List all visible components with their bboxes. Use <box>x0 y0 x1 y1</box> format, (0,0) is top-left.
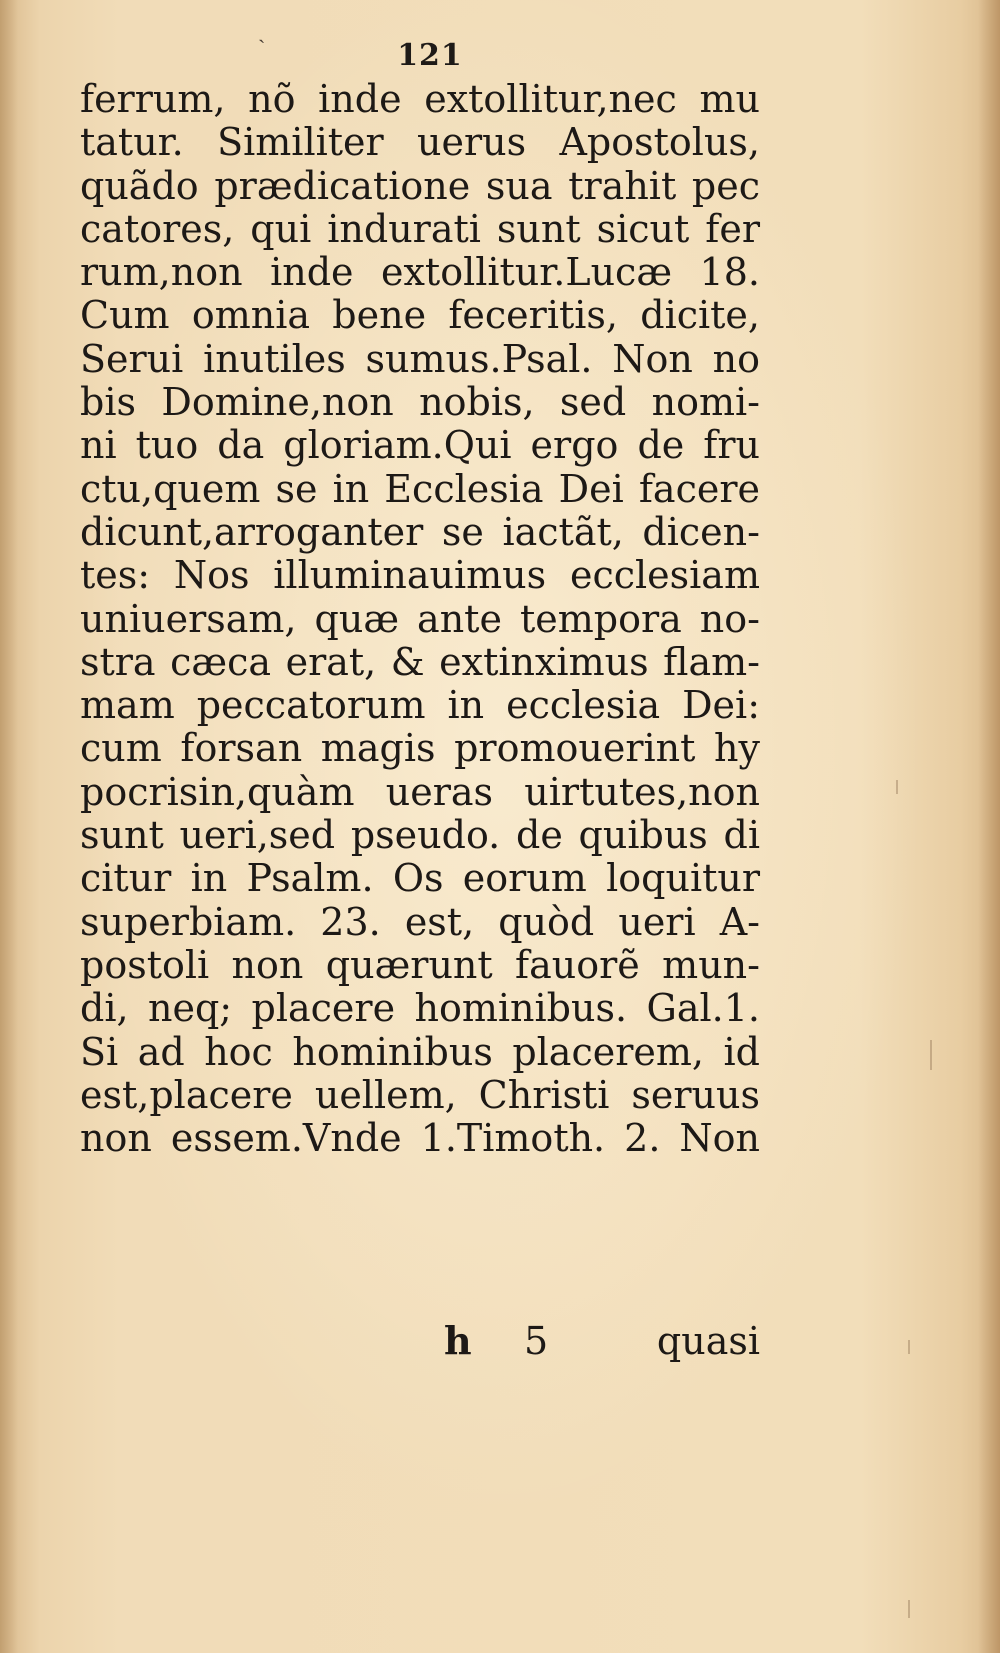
text-line: ferrum, nõ inde extollitur,nec mu <box>80 77 760 121</box>
page-gutter-shadow <box>0 0 18 1653</box>
catchword: quasi <box>656 1319 760 1363</box>
text-line: tatur. Similiter uerus Apostolus, <box>80 120 760 165</box>
text-line: Serui inutiles sumus.Psal. Non no <box>80 336 760 381</box>
text-line: bis Domine,non nobis, sed nomi- <box>80 380 760 425</box>
text-block <box>80 78 760 1160</box>
text-line: ni tuo da gloriam.Qui ergo de fru <box>80 423 760 468</box>
text-line: sunt ueri,sed pseudo. de quibus di <box>80 813 760 858</box>
text-line: non essem.Vnde 1.Timoth. 2. Non <box>80 1116 760 1161</box>
text-line: uniuersam, quæ ante tempora no- <box>80 596 760 641</box>
text-line: pocrisin,quàm ueras uirtutes,non <box>80 769 760 814</box>
text-line: superbiam. 23. est, quòd ueri A- <box>80 899 760 944</box>
text-line: est,placere uellem, Christi seruus <box>80 1072 760 1117</box>
paper-blemish <box>908 1340 910 1354</box>
text-line: Cum omnia bene feceritis, dicite, <box>80 293 760 338</box>
text-line: ctu,quem se in Ecclesia Dei facere <box>80 466 760 511</box>
text-line: citur in Psalm. Os eorum loquitur <box>80 856 760 901</box>
text-line: stra cæca erat, & extinximus flam- <box>80 639 760 684</box>
page-edge-shadow <box>978 0 1000 1653</box>
footer-line <box>80 1318 760 1364</box>
text-line: quãdo prædicatione sua trahit pec <box>80 163 760 208</box>
text-line: rum,non inde extollitur.Lucæ 18. <box>80 250 760 295</box>
page-number: 121 <box>397 38 463 73</box>
text-line: Si ad hoc hominibus placerem, id <box>80 1029 760 1074</box>
text-line: di, neq; placere hominibus. Gal.1. <box>80 986 760 1031</box>
paper-blemish <box>930 1040 932 1070</box>
text-line: tes: Nos illuminauimus ecclesiam <box>80 553 760 598</box>
text-line: postoli non quærunt fauorẽ mun- <box>80 942 760 987</box>
signature-letter: h <box>444 1318 472 1363</box>
paper-blemish <box>896 780 898 794</box>
paper-blemish <box>908 1600 910 1618</box>
signature-number: 5 <box>524 1319 549 1363</box>
text-line: cum forsan magis promouerint hy <box>80 726 760 771</box>
text-line: mam peccatorum in ecclesia Dei: <box>80 683 760 728</box>
text-line: dicunt,arroganter se iactãt, dicen- <box>80 509 760 554</box>
text-line: catores, qui indurati sunt sicut fer <box>80 206 760 251</box>
ink-mark: ˎ <box>258 19 266 44</box>
